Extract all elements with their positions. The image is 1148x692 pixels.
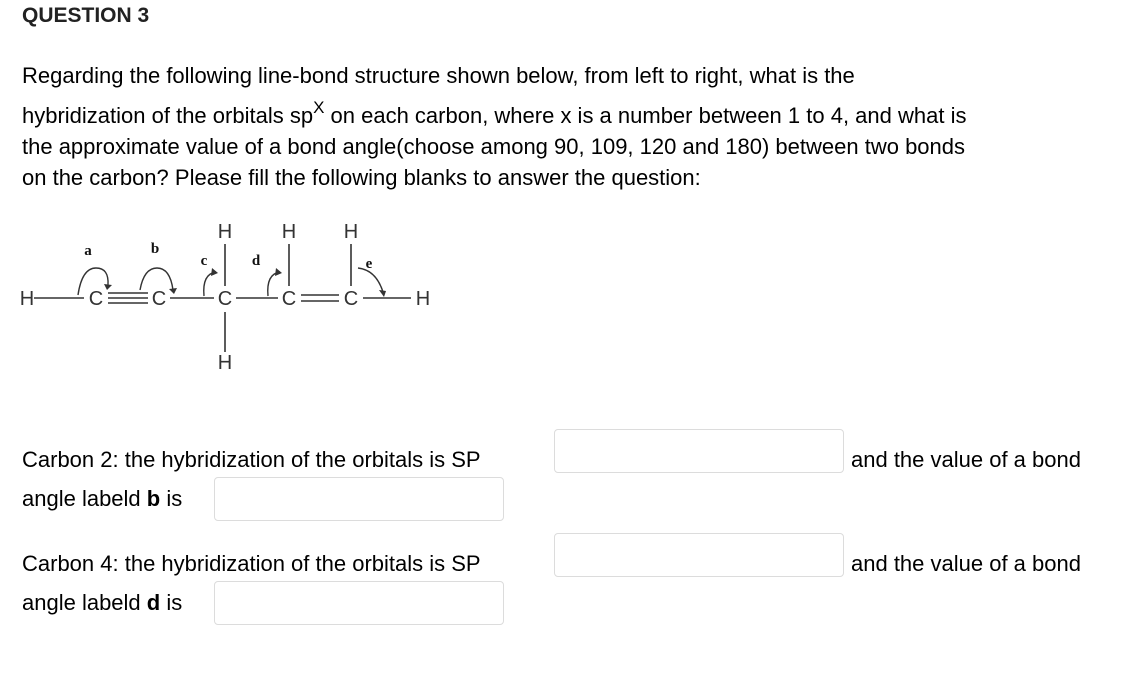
prompt-line-3: the approximate value of a bond angle(choose among 90, 109, 120 and 180) between two bonds [22, 134, 966, 159]
carbon4-angle-post: is [160, 590, 183, 615]
angle-label-e: e [365, 256, 373, 272]
question-title: QUESTION 3 [22, 4, 150, 27]
carbon2-angle-letter: b [146, 486, 161, 511]
atom-h-top-2: H [281, 221, 297, 243]
angle-label-d: d [251, 253, 261, 269]
atom-c2: C [151, 288, 167, 310]
prompt-line-4: on the carbon? Please fill the following blanks to answer the question: [22, 165, 701, 190]
atom-h-left: H [19, 288, 35, 310]
angle-label-c: c [200, 253, 208, 269]
atom-h-bottom: H [217, 352, 233, 374]
angle-arc-b [140, 268, 173, 290]
carbon2-hybridization-text: Carbon 2: the hybridization of the orbitals is SP [22, 447, 481, 472]
carbon2-angle-pre: angle labeld [22, 486, 147, 511]
atom-c3: C [217, 288, 233, 310]
prompt-line-2-post: on each carbon, where x is a number between 1 to 4, and what is [324, 103, 967, 128]
carbon4-angle-pre: angle labeld [22, 590, 147, 615]
arrowhead-c [211, 268, 218, 276]
atom-h-top-3: H [343, 221, 359, 243]
arrowhead-d [275, 268, 282, 276]
atom-h-right: H [415, 288, 431, 310]
carbon4-hybridization-text: Carbon 4: the hybridization of the orbitals is SP [22, 551, 481, 576]
carbon4-hybridization-input[interactable] [554, 533, 844, 577]
arrowhead-e [379, 290, 386, 297]
carbon4-angle-label [22, 590, 182, 616]
carbon2-angle-label [22, 486, 182, 512]
carbon2-angle-post: is [160, 486, 183, 511]
angle-label-b: b [150, 241, 160, 257]
carbon2-hybridization-input[interactable] [554, 429, 844, 473]
arrowhead-b [169, 288, 177, 294]
atom-h-top-1: H [217, 221, 233, 243]
atom-c1: C [88, 288, 104, 310]
arrowhead-a [104, 284, 112, 290]
prompt-line-1: Regarding the following line-bond structure shown below, from left to right, what is the [22, 63, 855, 88]
carbon4-angle-letter: d [146, 590, 161, 615]
angle-label-a: a [84, 243, 92, 259]
prompt-superscript: X [313, 97, 325, 117]
molecule-diagram [18, 210, 458, 380]
prompt-line-2-pre: hybridization of the orbitals sp [22, 103, 314, 128]
carbon4-angle-text: and the value of a bond [851, 551, 1081, 576]
angle-arc-d [268, 272, 280, 296]
line-bond-structure [18, 210, 458, 385]
atom-c5: C [343, 288, 359, 310]
carbon2-angle-input[interactable] [214, 477, 504, 521]
angle-arc-c [204, 272, 216, 296]
carbon2-angle-text: and the value of a bond [851, 447, 1081, 472]
carbon4-angle-input[interactable] [214, 581, 504, 625]
atom-c4: C [281, 288, 297, 310]
question-prompt [22, 60, 1132, 193]
